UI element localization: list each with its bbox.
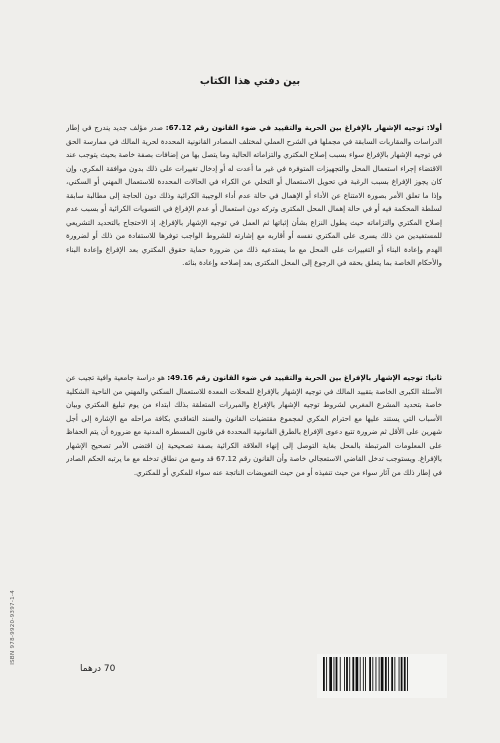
barcode-bar xyxy=(356,657,359,691)
barcode-bar xyxy=(391,657,393,691)
barcode-bar xyxy=(340,657,341,691)
section-one-title: أولا: توجيه الإشهار بالإفراغ بين الحرية والتقييد في ضوء القانون رقم 67.12: xyxy=(165,123,442,132)
barcode-bar xyxy=(385,657,387,691)
barcode-bar xyxy=(379,657,380,691)
barcode-bar xyxy=(399,657,400,691)
barcode-bar xyxy=(336,657,338,691)
section-two-body: هو دراسة جامعية وافية تجيب عن الأسئلة الكبرى الخاصة بتقييد المالك في توجيه الإشهار بالإفراغ للمحلات المعدة للاستعمال السكني والمهني من الناحية الشكلية خاصة بتحديد المشرع المغربي لشروط توجيه الإشهار بالإفراغ والمبررات المتعلقة بذلك ابتداء من يوم تبليغ المكتري وبيان الأسباب التي يستند عليها مع احترام المكري لمجموع مقتضيات القانون والسند التعاقدي بكافة مراحله مع الإشارة إلى أجل شهرين على الأقل ثم ضرورة تتبع دعوى الإفراغ بالطرق القانونية المحددة في قانون المسطرة المدنية مع ضرورة أن يتم الحفاظ على المعلومات المرتبطة بالمحل بغاية التوصل إلى إنهاء العلاقة الكرائية بصفة تصحيحية إن اقتضى الأمر تصحيح الإشهار بالإفراغ. ويستوجب تدخل القاضي الاستعجالي خاصة وأن القانون رقم 67.12 قد وسع من نطاق تدخله مع ما يرتبه الحكم الصادر في إطار ذلك من آثار سواء من حيث تنفيذه أو من حيث التعويضات الناتجة عنه سواء للمكري أو للمكتري. xyxy=(66,373,442,477)
barcode-bar xyxy=(401,657,403,691)
section-two xyxy=(66,371,442,589)
barcode-bar xyxy=(346,657,348,691)
page-heading: بين دفتي هذا الكتاب xyxy=(199,76,301,87)
barcode-bar xyxy=(394,657,395,691)
barcode-bar xyxy=(369,657,371,691)
barcode-bar xyxy=(407,657,408,691)
section-one-body: صدر مؤلف جديد يندرج في إطار الدراسات والمقاربات السابقة في مجملها في الشرح العملي لمختلف المصادر القانونية المحددة لحرية المالك في ممارسة الحق في توجيه الإشهار بالإفراغ سواء بسبب إصلاح المكتري والتزاماته الحالية وما يتصل بها من إضافات بصفة خاصة بحيث يتوجب عند الاقتضاء إجراء استعمال المحل والتجهيزات المتوفرة في غير ما أعدت له أو إدخال تغييرات على ذلك بدون موافقة المكري، وإن كان يجوز الإفراغ بسبب الرغبة في تحويل الاستعمال أو التخلي عن الكراء في الحالات المحددة للاستعمال المهني أو السكني، وإذا ما تعلق الأمر بصورة الامتناع عن الأداء أو الإهمال في حالة عدم أداء الوجيبة الكرائية وذلك دون الحاجة إلى مطالبة سابقة لسلطة المحكمة فيه أو في حالة إهمال المحل المكترى وتركه دون استعمال أو عدم الإفراغ في التسويات الكرائية أو بسبب عدم إصلاح المكتري والتزاماته حيث يطول النزاع بشأن إثباتها ثم العمل في توجيه الإشهار بالإفراغ، إذ الاحتجاج بالتحديد التشريعي للمستفيدين من ذلك يسرى على المكتري نفسه أو أقاربه مع إشارته للشروط الواجب توفرها للاستفادة من ذلك أو لضرورة الهدم وإعادة البناء أو التغييرات على المحل مع ما يستدعيه ذلك من ضرورة حماية حقوق المكتري بعد الإفراغ وإعادة البناء والأحكام الخاصة بما يتعلق بحقه في الرجوع إلى المحل المكترى بعد إصلاحه وإعادة بنائه. xyxy=(66,123,442,268)
section-one xyxy=(66,121,442,366)
barcode-bar xyxy=(360,657,361,691)
barcode-bar xyxy=(381,657,384,691)
barcode-bar xyxy=(365,657,366,691)
barcode-bar xyxy=(376,657,377,691)
barcode-icon xyxy=(317,654,447,698)
section-two-title: ثانيا: توجيه الإشهار بالإفراغ بين الحرية والتقييد في ضوء القانون رقم 49.16: xyxy=(167,373,442,382)
barcode-bar xyxy=(352,657,354,691)
barcode-bar xyxy=(349,657,350,691)
barcode-bar xyxy=(323,657,325,691)
barcode-bar xyxy=(329,657,332,691)
barcode-bar xyxy=(326,657,327,691)
barcode-bar xyxy=(344,657,345,691)
isbn-side-code: ISBN 978-9920-9397-1-4 xyxy=(10,590,16,665)
barcode-bar xyxy=(372,657,373,691)
barcode-bar xyxy=(404,657,406,691)
barcode-bar xyxy=(388,657,389,691)
barcode-bar xyxy=(334,657,335,691)
barcode-bar xyxy=(363,657,364,691)
price-label: 70 درهما xyxy=(80,664,116,674)
